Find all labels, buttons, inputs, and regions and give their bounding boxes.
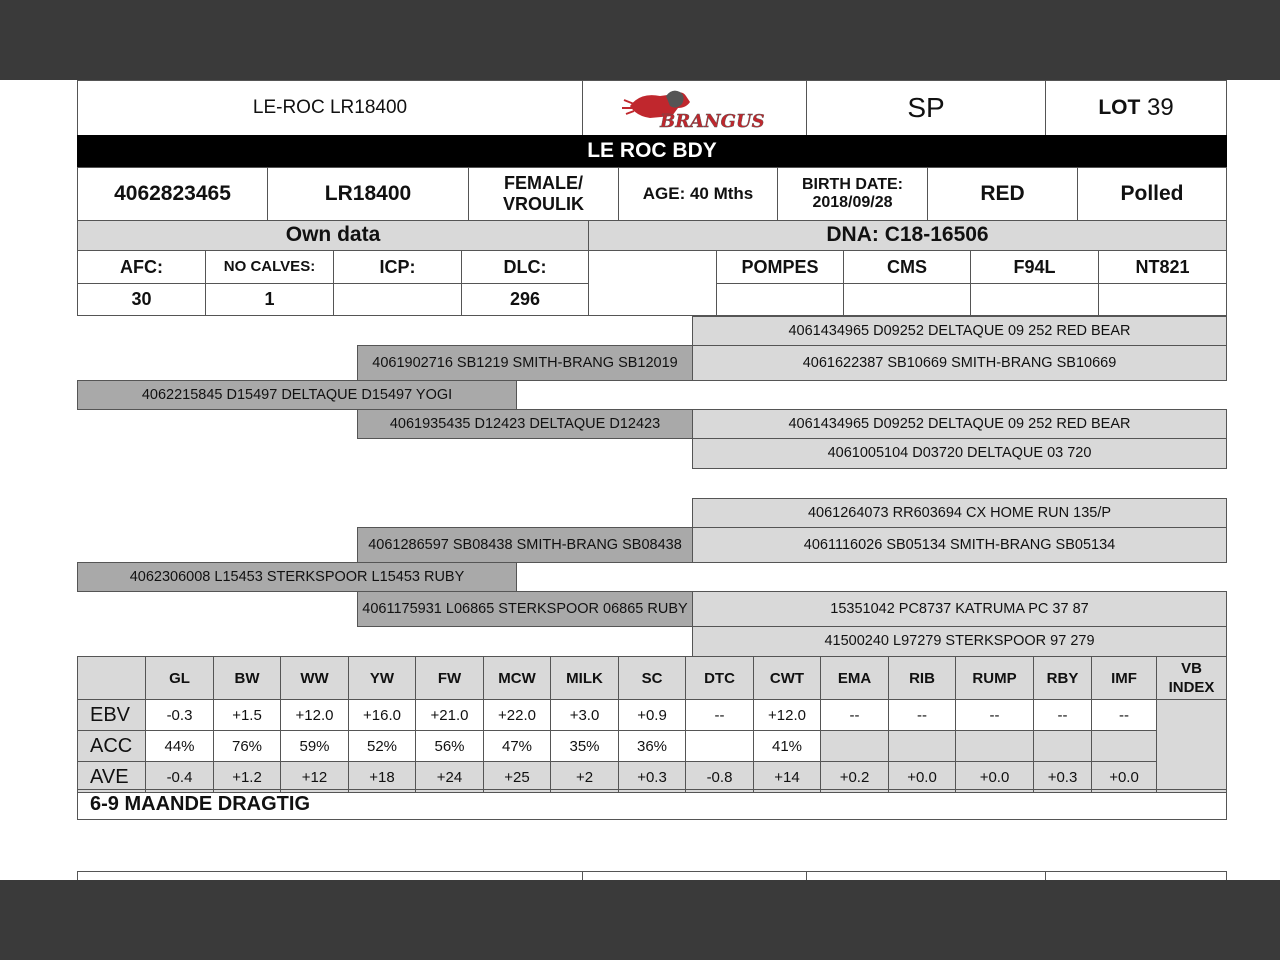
acc-cell: 56% bbox=[416, 731, 484, 762]
horn-status: Polled bbox=[1077, 167, 1227, 221]
acc-cell bbox=[821, 731, 889, 762]
ebv-cell: +16.0 bbox=[349, 700, 416, 731]
pedigree-dam-dam: 4061175931 L06865 STERKSPOOR 06865 RUBY bbox=[357, 591, 693, 627]
animal-name-header: LE-ROC LR18400 bbox=[77, 80, 583, 136]
ebv-column-header: FW bbox=[416, 657, 484, 700]
dna-blank-cell bbox=[588, 250, 717, 316]
acc-cell bbox=[889, 731, 956, 762]
catalogue-page bbox=[0, 80, 1280, 880]
ave-cell: -0.4 bbox=[146, 762, 214, 793]
dna-title: DNA: C18-16506 bbox=[588, 220, 1227, 251]
ebv-cell: -- bbox=[821, 700, 889, 731]
ebv-row bbox=[78, 700, 1227, 731]
afc-value: 30 bbox=[77, 283, 206, 316]
ave-cell: +1.2 bbox=[214, 762, 281, 793]
birth-date: BIRTH DATE: 2018/09/28 bbox=[777, 167, 928, 221]
ave-cell: +0.3 bbox=[1034, 762, 1092, 793]
ebv-column-header: RBY bbox=[1034, 657, 1092, 700]
ebv-cell: -- bbox=[956, 700, 1034, 731]
next-lot-logo-cell bbox=[582, 871, 807, 880]
lot-label: LOT bbox=[1098, 95, 1141, 119]
ebv-cell: +3.0 bbox=[551, 700, 619, 731]
registration-number: LR18400 bbox=[267, 167, 469, 221]
dna-test-nt821: NT821 bbox=[1098, 250, 1227, 284]
ebv-column-header: BW bbox=[214, 657, 281, 700]
ave-cell: +18 bbox=[349, 762, 416, 793]
acc-cell: 76% bbox=[214, 731, 281, 762]
ebv-row-label: EBV bbox=[78, 700, 146, 731]
pedigree-sire-sire: 4061902716 SB1219 SMITH-BRANG SB12019 bbox=[357, 345, 693, 381]
pedigree-sire-dam-dam: 4061005104 D03720 DELTAQUE 03 720 bbox=[692, 438, 1227, 469]
ave-cell: -0.8 bbox=[686, 762, 754, 793]
dna-result-cms bbox=[843, 283, 971, 316]
pedigree-sire: 4062215845 D15497 DELTAQUE D15497 YOGI bbox=[77, 380, 517, 410]
ebv-table bbox=[77, 656, 1227, 793]
ebv-header-row bbox=[78, 657, 1227, 700]
next-lot-name-cell bbox=[77, 871, 583, 880]
ave-cell: +0.3 bbox=[619, 762, 686, 793]
colour: RED bbox=[927, 167, 1078, 221]
ebv-column-header: GL bbox=[146, 657, 214, 700]
ebv-cell: +0.9 bbox=[619, 700, 686, 731]
ebv-cell: +12.0 bbox=[754, 700, 821, 731]
pedigree-dam-sire-sire: 4061264073 RR603694 CX HOME RUN 135/P bbox=[692, 498, 1227, 528]
ebv-cell: +21.0 bbox=[416, 700, 484, 731]
ebv-cell: +1.5 bbox=[214, 700, 281, 731]
sex: FEMALE/ VROULIK bbox=[468, 167, 619, 221]
dna-test-cms: CMS bbox=[843, 250, 971, 284]
acc-cell: 36% bbox=[619, 731, 686, 762]
dna-test-f94l: F94L bbox=[970, 250, 1099, 284]
ebv-column-header: CWT bbox=[754, 657, 821, 700]
dna-result-pompes bbox=[716, 283, 844, 316]
ebv-column-header: SC bbox=[619, 657, 686, 700]
acc-cell: 41% bbox=[754, 731, 821, 762]
dna-result-f94l bbox=[970, 283, 1099, 316]
acc-cell: 59% bbox=[281, 731, 349, 762]
ave-cell: +14 bbox=[754, 762, 821, 793]
pregnancy-note: 6-9 MAANDE DRAGTIG bbox=[77, 789, 1227, 820]
ebv-column-header: MCW bbox=[484, 657, 551, 700]
ebv-column-header: YW bbox=[349, 657, 416, 700]
lot-box bbox=[1045, 80, 1227, 136]
sp-label: SP bbox=[806, 80, 1046, 136]
acc-cell bbox=[686, 731, 754, 762]
ebv-cell: -0.3 bbox=[146, 700, 214, 731]
dlc-label: DLC: bbox=[461, 250, 589, 284]
ebv-column-header: EMA bbox=[821, 657, 889, 700]
ebv-cell: -- bbox=[686, 700, 754, 731]
ebv-corner-cell bbox=[78, 657, 146, 700]
no-calves-label: NO CALVES: bbox=[205, 250, 334, 284]
ave-cell: +0.0 bbox=[1092, 762, 1157, 793]
acc-cell: 47% bbox=[484, 731, 551, 762]
animal-id: 4062823465 bbox=[77, 167, 268, 221]
ebv-cell: -- bbox=[889, 700, 956, 731]
pedigree-sire-sire-dam: 4061622387 SB10669 SMITH-BRANG SB10669 bbox=[692, 345, 1227, 381]
acc-cell: 52% bbox=[349, 731, 416, 762]
brangus-logo bbox=[582, 80, 807, 136]
ebv-column-header: DTC bbox=[686, 657, 754, 700]
animal-title: LE ROC BDY bbox=[77, 135, 1227, 167]
ave-row-label: AVE bbox=[78, 762, 146, 793]
ave-cell: +25 bbox=[484, 762, 551, 793]
ebv-column-header: WW bbox=[281, 657, 349, 700]
icp-label: ICP: bbox=[333, 250, 462, 284]
ebv-column-header: RUMP bbox=[956, 657, 1034, 700]
dlc-value: 296 bbox=[461, 283, 589, 316]
icp-value bbox=[333, 283, 462, 316]
next-lot-number-cell bbox=[1045, 871, 1227, 880]
acc-row bbox=[78, 731, 1227, 762]
ebv-cell: +12.0 bbox=[281, 700, 349, 731]
pedigree-dam: 4062306008 L15453 STERKSPOOR L15453 RUBY bbox=[77, 562, 517, 592]
ave-cell: +0.2 bbox=[821, 762, 889, 793]
acc-row-label: ACC bbox=[78, 731, 146, 762]
ebv-column-header: RIB bbox=[889, 657, 956, 700]
ebv-column-header: MILK bbox=[551, 657, 619, 700]
ave-cell: +0.0 bbox=[956, 762, 1034, 793]
acc-cell bbox=[1034, 731, 1092, 762]
afc-label: AFC: bbox=[77, 250, 206, 284]
ebv-cell: +22.0 bbox=[484, 700, 551, 731]
ave-cell: +0.0 bbox=[889, 762, 956, 793]
ave-cell: +24 bbox=[416, 762, 484, 793]
dna-result-nt821 bbox=[1098, 283, 1227, 316]
lot-number: 39 bbox=[1146, 94, 1174, 122]
acc-cell bbox=[1092, 731, 1157, 762]
bull-logo-icon bbox=[620, 84, 770, 132]
pedigree-dam-sire: 4061286597 SB08438 SMITH-BRANG SB08438 bbox=[357, 527, 693, 563]
pedigree-dam-sire-dam: 4061116026 SB05134 SMITH-BRANG SB05134 bbox=[692, 527, 1227, 563]
acc-cell: 44% bbox=[146, 731, 214, 762]
ave-cell: +12 bbox=[281, 762, 349, 793]
age: AGE: 40 Mths bbox=[618, 167, 778, 221]
own-data-title: Own data bbox=[77, 220, 589, 251]
ebv-column-header: IMF bbox=[1092, 657, 1157, 700]
vb-index-header: VB INDEX bbox=[1157, 657, 1227, 700]
ave-row bbox=[78, 762, 1227, 793]
pedigree-sire-sire-sire: 4061434965 D09252 DELTAQUE 09 252 RED BEAR bbox=[692, 316, 1227, 346]
pedigree-dam-dam-dam: 41500240 L97279 STERKSPOOR 97 279 bbox=[692, 626, 1227, 657]
logo-text: BRANGUS bbox=[659, 111, 765, 132]
no-calves-value: 1 bbox=[205, 283, 334, 316]
acc-cell bbox=[956, 731, 1034, 762]
ebv-cell: -- bbox=[1092, 700, 1157, 731]
acc-cell: 35% bbox=[551, 731, 619, 762]
vb-index-value bbox=[1157, 700, 1227, 793]
ebv-cell: -- bbox=[1034, 700, 1092, 731]
pedigree-sire-dam-sire: 4061434965 D09252 DELTAQUE 09 252 RED BEAR bbox=[692, 409, 1227, 439]
pedigree-dam-dam-sire: 15351042 PC8737 KATRUMA PC 37 87 bbox=[692, 591, 1227, 627]
dna-test-pompes: POMPES bbox=[716, 250, 844, 284]
next-lot-sp-cell bbox=[806, 871, 1046, 880]
ave-cell: +2 bbox=[551, 762, 619, 793]
pedigree-sire-dam: 4061935435 D12423 DELTAQUE D12423 bbox=[357, 409, 693, 439]
